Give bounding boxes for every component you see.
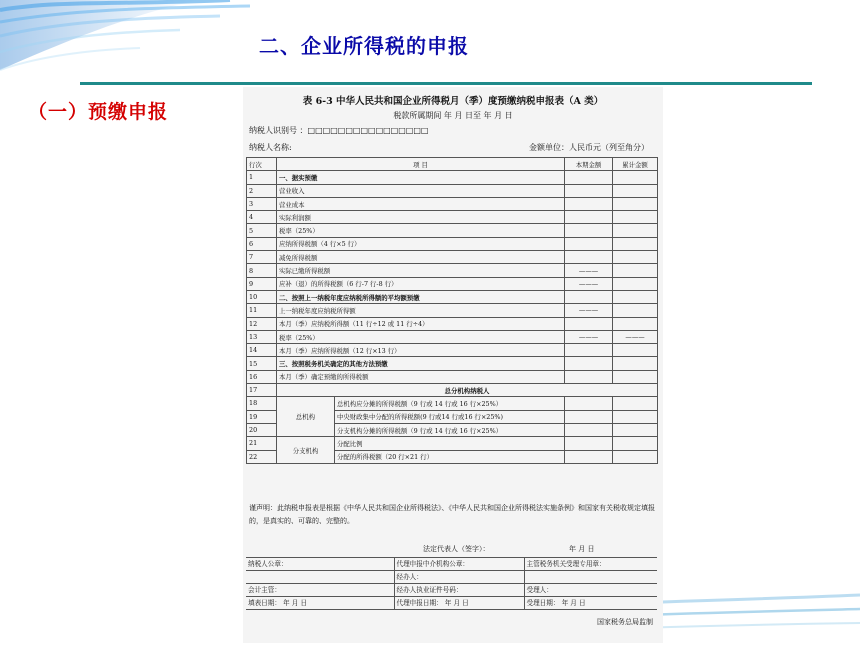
row-item: 营业成本 <box>277 197 565 210</box>
header-cumulative: 累计金额 <box>613 158 658 171</box>
signature-cell: 纳税人公章： <box>246 558 394 571</box>
signature-cell <box>246 571 394 584</box>
row-item: 应补（退）的所得税额（6 行-7 行-8 行） <box>277 277 565 290</box>
cell-current <box>565 450 613 463</box>
signature-cell: 会计主管： <box>246 584 394 597</box>
issuer-label: 国家税务总局监制 <box>597 618 653 626</box>
row-number: 5 <box>247 224 277 237</box>
row-number: 9 <box>247 277 277 290</box>
branch-label: 分支机构 <box>277 437 335 464</box>
signature-row <box>246 558 657 571</box>
signature-row <box>246 584 657 597</box>
cell-cumulative <box>613 211 658 224</box>
row-number: 17 <box>247 384 277 397</box>
row-item: 分支机构分摊的所得税额（9 行或 14 行或 16 行×25%） <box>335 423 565 436</box>
row-item: 分配比例 <box>335 437 565 450</box>
cell-cumulative <box>613 437 658 450</box>
row-number: 7 <box>247 251 277 264</box>
header-current: 本期金额 <box>565 158 613 171</box>
table-row <box>247 330 658 343</box>
cell-cumulative <box>613 357 658 370</box>
hq-label: 总机构 <box>277 397 335 437</box>
row-number: 16 <box>247 370 277 383</box>
row-item: 减免所得税额 <box>277 251 565 264</box>
table-row <box>247 251 658 264</box>
cell-current: ——— <box>565 277 613 290</box>
table-row <box>247 277 658 290</box>
title-divider <box>80 82 812 85</box>
cell-current <box>565 224 613 237</box>
row-item: 税率（25%） <box>277 330 565 343</box>
taxpayer-id-label: 纳税人识别号 ：□□□□□□□□□□□□□□□□ <box>249 126 429 135</box>
cell-cumulative <box>613 410 658 423</box>
table-row <box>247 197 658 210</box>
row-item: 总分机构纳税人 <box>277 384 658 397</box>
row-number: 10 <box>247 290 277 303</box>
cell-cumulative <box>613 344 658 357</box>
row-item: 分配的所得税额（20 行×21 行） <box>335 450 565 463</box>
slide-title: 二、企业所得税的申报 <box>259 34 469 58</box>
legal-rep-date: 年 月 日 <box>569 545 595 553</box>
table-body <box>247 171 658 384</box>
row-item: 营业收入 <box>277 184 565 197</box>
table-row <box>247 304 658 317</box>
legal-rep-label: 法定代表人（签字）： <box>423 545 490 553</box>
table-row <box>247 437 658 450</box>
declaration-text: 谨声明：此纳税申报表是根据《中华人民共和国企业所得税法》、《中华人民共和国企业所得税法实施条例》和国家有关税收规定填报的，是真实的、可靠的、完整的。 <box>249 504 655 525</box>
signature-cell: 受理日期： 年 月 日 <box>524 597 657 610</box>
cell-current <box>565 437 613 450</box>
header-item: 项 目 <box>277 158 565 171</box>
row-number: 4 <box>247 211 277 224</box>
table-row <box>247 397 658 410</box>
cell-current <box>565 410 613 423</box>
cell-cumulative <box>613 370 658 383</box>
row-number: 2 <box>247 184 277 197</box>
cell-cumulative <box>613 304 658 317</box>
row-item: 本月（季）应纳所得税额（12 行×13 行） <box>277 344 565 357</box>
table-header-row <box>247 158 658 171</box>
row-item: 本月（季）确定预缴的所得税额 <box>277 370 565 383</box>
signature-cell: 填表日期： 年 月 日 <box>246 597 394 610</box>
signature-cell: 代理申报中介机构公章： <box>394 558 524 571</box>
row-number: 14 <box>247 344 277 357</box>
unit-label: 金额单位：人民币元（列至角分） <box>529 143 649 152</box>
cell-cumulative <box>613 237 658 250</box>
cell-cumulative <box>613 171 658 184</box>
cell-cumulative <box>613 423 658 436</box>
decorative-swoosh <box>0 0 260 110</box>
cell-cumulative <box>613 397 658 410</box>
signature-row <box>246 571 657 584</box>
consolidated-section <box>247 384 658 464</box>
cell-current <box>565 317 613 330</box>
cell-cumulative <box>613 277 658 290</box>
header-row-no: 行次 <box>247 158 277 171</box>
row-number: 15 <box>247 357 277 370</box>
cell-current <box>565 171 613 184</box>
section-subtitle: （一）预缴申报 <box>28 101 169 123</box>
row-item: 总机构应分摊的所得税额（9 行或 14 行或 16 行×25%） <box>335 397 565 410</box>
table-row <box>247 384 658 397</box>
cell-current <box>565 290 613 303</box>
row-number: 21 <box>247 437 277 450</box>
form-title: 表 6-3 中华人民共和国企业所得税月（季）度预缴纳税申报表（A 类） <box>302 96 604 107</box>
row-number: 22 <box>247 450 277 463</box>
table-row <box>247 211 658 224</box>
form-period: 税款所属期间 年 月 日至 年 月 日 <box>393 111 513 120</box>
row-number: 19 <box>247 410 277 423</box>
row-item: 中央财政集中分配的所得税额(9 行或14 行或16 行×25%) <box>335 410 565 423</box>
cell-cumulative <box>613 224 658 237</box>
table-row <box>247 317 658 330</box>
table-row <box>247 344 658 357</box>
table-row <box>247 171 658 184</box>
row-number: 12 <box>247 317 277 330</box>
row-item: 税率（25%） <box>277 224 565 237</box>
cell-cumulative <box>613 290 658 303</box>
cell-current <box>565 370 613 383</box>
cell-current: ——— <box>565 264 613 277</box>
cell-current: ——— <box>565 330 613 343</box>
table-row <box>247 290 658 303</box>
cell-cumulative <box>613 264 658 277</box>
cell-current <box>565 184 613 197</box>
row-item: 实际利润额 <box>277 211 565 224</box>
table-row <box>247 370 658 383</box>
cell-current <box>565 237 613 250</box>
tax-form-image <box>243 87 663 643</box>
declaration-table <box>246 157 658 464</box>
taxpayer-name-label: 纳税人名称: <box>249 143 292 152</box>
signature-cell <box>524 571 657 584</box>
row-number: 3 <box>247 197 277 210</box>
cell-current <box>565 251 613 264</box>
row-item: 上一纳税年度应纳税所得额 <box>277 304 565 317</box>
signature-cell: 经办人： <box>394 571 524 584</box>
cell-cumulative <box>613 197 658 210</box>
signature-cell: 经办人执业证件号码： <box>394 584 524 597</box>
cell-current <box>565 397 613 410</box>
table-row <box>247 224 658 237</box>
row-item: 一、据实预缴 <box>277 171 565 184</box>
cell-cumulative <box>613 450 658 463</box>
row-number: 8 <box>247 264 277 277</box>
table-row <box>247 237 658 250</box>
signature-table <box>246 557 657 610</box>
signature-cell: 主管税务机关受理专用章： <box>524 558 657 571</box>
row-number: 20 <box>247 423 277 436</box>
cell-current <box>565 197 613 210</box>
row-item: 应纳所得税额（4 行×5 行） <box>277 237 565 250</box>
table-row <box>247 184 658 197</box>
cell-current <box>565 423 613 436</box>
cell-cumulative <box>613 317 658 330</box>
row-item: 实际已缴所得税额 <box>277 264 565 277</box>
cell-cumulative <box>613 251 658 264</box>
signature-cell: 受理人： <box>524 584 657 597</box>
table-row <box>247 264 658 277</box>
cell-current: ——— <box>565 304 613 317</box>
row-item: 三、按照税务机关确定的其他方法预缴 <box>277 357 565 370</box>
row-number: 13 <box>247 330 277 343</box>
row-number: 11 <box>247 304 277 317</box>
cell-current <box>565 344 613 357</box>
row-item: 二、按照上一纳税年度应纳税所得额的平均额预缴 <box>277 290 565 303</box>
cell-cumulative <box>613 184 658 197</box>
table-row <box>247 357 658 370</box>
row-number: 6 <box>247 237 277 250</box>
row-item: 本月（季）应纳税所得额（11 行÷12 或 11 行÷4） <box>277 317 565 330</box>
cell-current <box>565 211 613 224</box>
row-number: 18 <box>247 397 277 410</box>
row-number: 1 <box>247 171 277 184</box>
cell-current <box>565 357 613 370</box>
signature-row <box>246 597 657 610</box>
signature-body <box>246 558 657 610</box>
signature-cell: 代理申报日期： 年 月 日 <box>394 597 524 610</box>
cell-cumulative: ——— <box>613 330 658 343</box>
